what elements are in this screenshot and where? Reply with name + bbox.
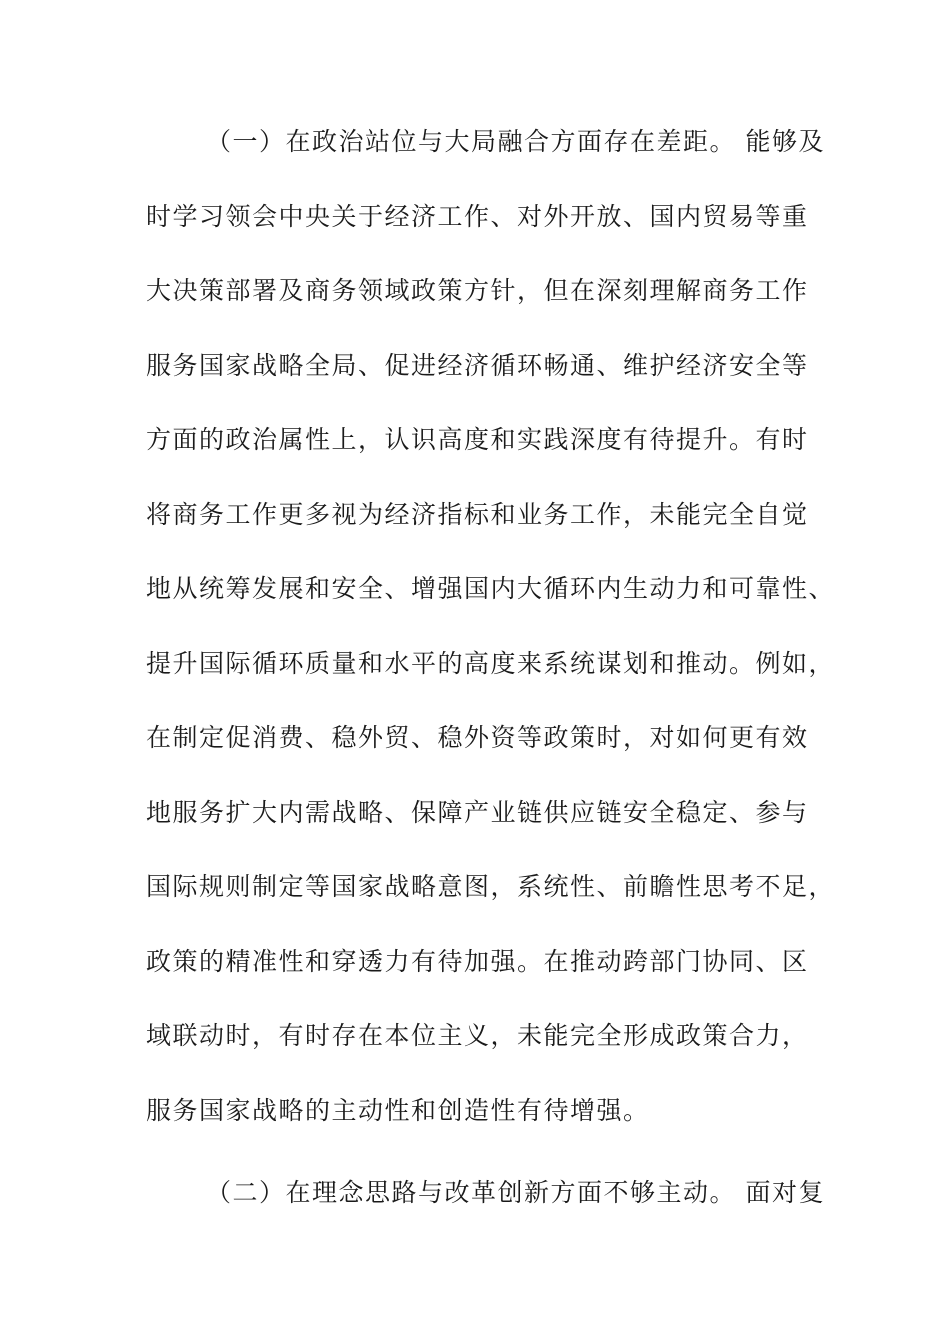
paragraph-1 [146,105,836,1148]
paragraph-line: 地从统筹发展和安全、增强国内大循环内生动力和可靠性、 [146,574,836,603]
paragraph-line: （二）在理念思路与改革创新方面不够主动。 面对复 [206,1178,825,1207]
paragraph-line: 域联动时，有时存在本位主义，未能完全形成政策合力， [146,1021,809,1050]
paragraph-line: 方面的政治属性上，认识高度和实践深度有待提升。有时 [146,425,809,454]
paragraph-line: 地服务扩大内需战略、保障产业链供应链安全稳定、参与 [146,797,809,827]
paragraph-line: 国际规则制定等国家战略意图，系统性、前瞻性思考不足， [146,872,836,901]
paragraph-line: 将商务工作更多视为经济指标和业务工作，未能完全自觉 [146,499,809,529]
paragraph-line: 在制定促消费、稳外贸、稳外资等政策时，对如何更有效 [146,723,809,752]
paragraph-line: 服务国家战略的主动性和创造性有待增强。 [146,1095,650,1125]
paragraph-2 [146,1156,825,1231]
paragraph-line: 时学习领会中央关于经济工作、对外开放、国内贸易等重 [146,201,809,231]
paragraph-line: 服务国家战略全局、促进经济循环畅通、维护经济安全等 [146,350,809,380]
paragraph-line: （一）在政治站位与大局融合方面存在差距。 能够及 [206,127,825,156]
paragraph-line: 大决策部署及商务领域政策方针，但在深刻理解商务工作 [146,276,809,305]
paragraph-line: 政策的精准性和穿透力有待加强。在推动跨部门协同、区 [146,946,809,976]
paragraph-line: 提升国际循环质量和水平的高度来系统谋划和推动。例如， [146,648,836,678]
